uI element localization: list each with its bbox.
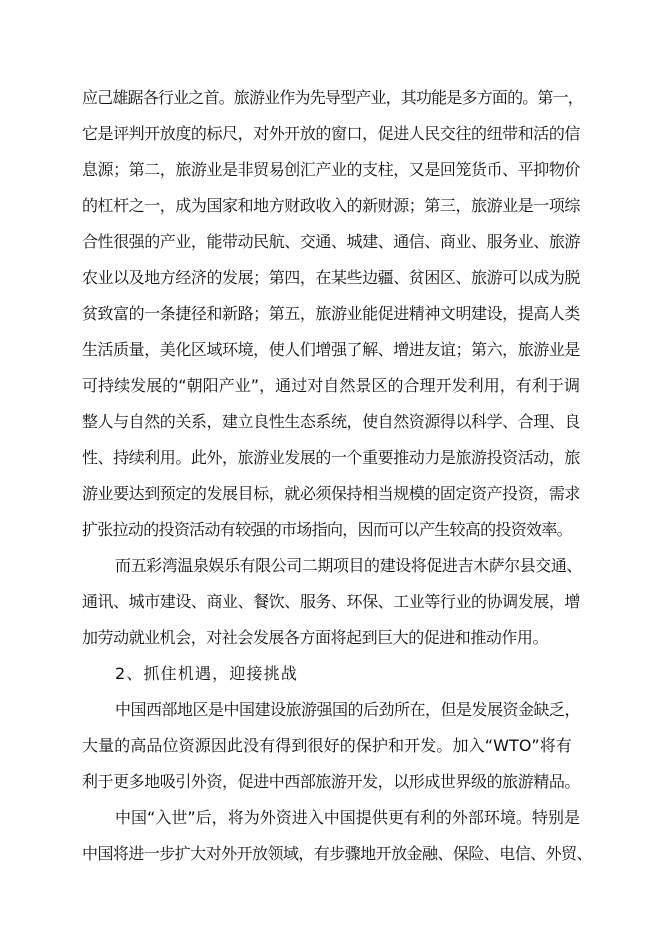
text-line: 整人与自然的关系，建立良性生态系统，使自然资源得以科学、合理、良 — [82, 412, 580, 431]
text-line: 通讯、城市建设、商业、餐饮、服务、环保、工业等行业的协调发展，增 — [82, 592, 580, 611]
text-line: 加劳动就业机会，对社会发展各方面将起到巨大的促进和推动作用。 — [82, 628, 548, 647]
text-line: 它是评判开放度的标尺，对外开放的窗口，促进人民交往的纽带和活的信 — [82, 124, 580, 143]
text-line: 游业要达到预定的发展目标，就必须保持相当规模的固定资产投资，需求 — [82, 484, 580, 503]
text-line: 中国将进一步扩大对外开放领域，有步骤地开放金融、保险、电信、外贸、 — [82, 844, 592, 863]
text-line: 大量的高品位资源因此没有得到很好的保护和开发。加入“WTO”将有 — [82, 736, 572, 755]
text-line: 可持续发展的“朝阳产业”，通过对自然景区的合理开发利用，有利于调 — [82, 376, 580, 395]
text-line: 农业以及地方经济的发展；第四，在某些边疆、贫困区、旅游可以成为脱 — [82, 268, 580, 287]
text-line: 生活质量，美化区域环境，使人们增强了解、增进友谊；第六，旅游业是 — [82, 340, 580, 359]
text-line: 中国“入世”后，将为外资进入中国提供更有利的外部环境。特别是 — [115, 808, 580, 827]
text-line: 的杠杆之一，成为国家和地方财政收入的新财源；第三，旅游业是一项综 — [82, 196, 580, 215]
text-line: 应己雄踞各行业之首。旅游业作为先导型产业，其功能是多方面的。第一， — [82, 88, 583, 107]
text-line: 而五彩湾温泉娱乐有限公司二期项目的建设将促进吉木萨尔县交通、 — [115, 556, 582, 575]
text-line: 息源；第二，旅游业是非贸易创汇产业的支柱，又是回笼货币、平抑物价 — [82, 160, 580, 179]
text-line: 合性很强的产业，能带动民航、交通、城建、通信、商业、服务业、旅游 — [82, 232, 580, 251]
text-line: 扩张拉动的投资活动有较强的市场指向，因而可以产生较高的投资效率。 — [82, 520, 572, 539]
text-line: 性、持续利用。此外，旅游业发展的一个重要推动力是旅游投资活动，旅 — [82, 448, 580, 467]
text-line: 贫致富的一条捷径和新路；第五，旅游业能促进精神文明建设，提高人类 — [82, 304, 580, 323]
section-heading: 2、抓住机遇，迎接挑战 — [115, 664, 298, 683]
text-line: 中国西部地区是中国建设旅游强国的后劲所在，但是发展资金缺乏， — [115, 700, 580, 719]
text-line: 利于更多地吸引外资，促进中西部旅游开发，以形成世界级的旅游精品。 — [82, 772, 580, 791]
